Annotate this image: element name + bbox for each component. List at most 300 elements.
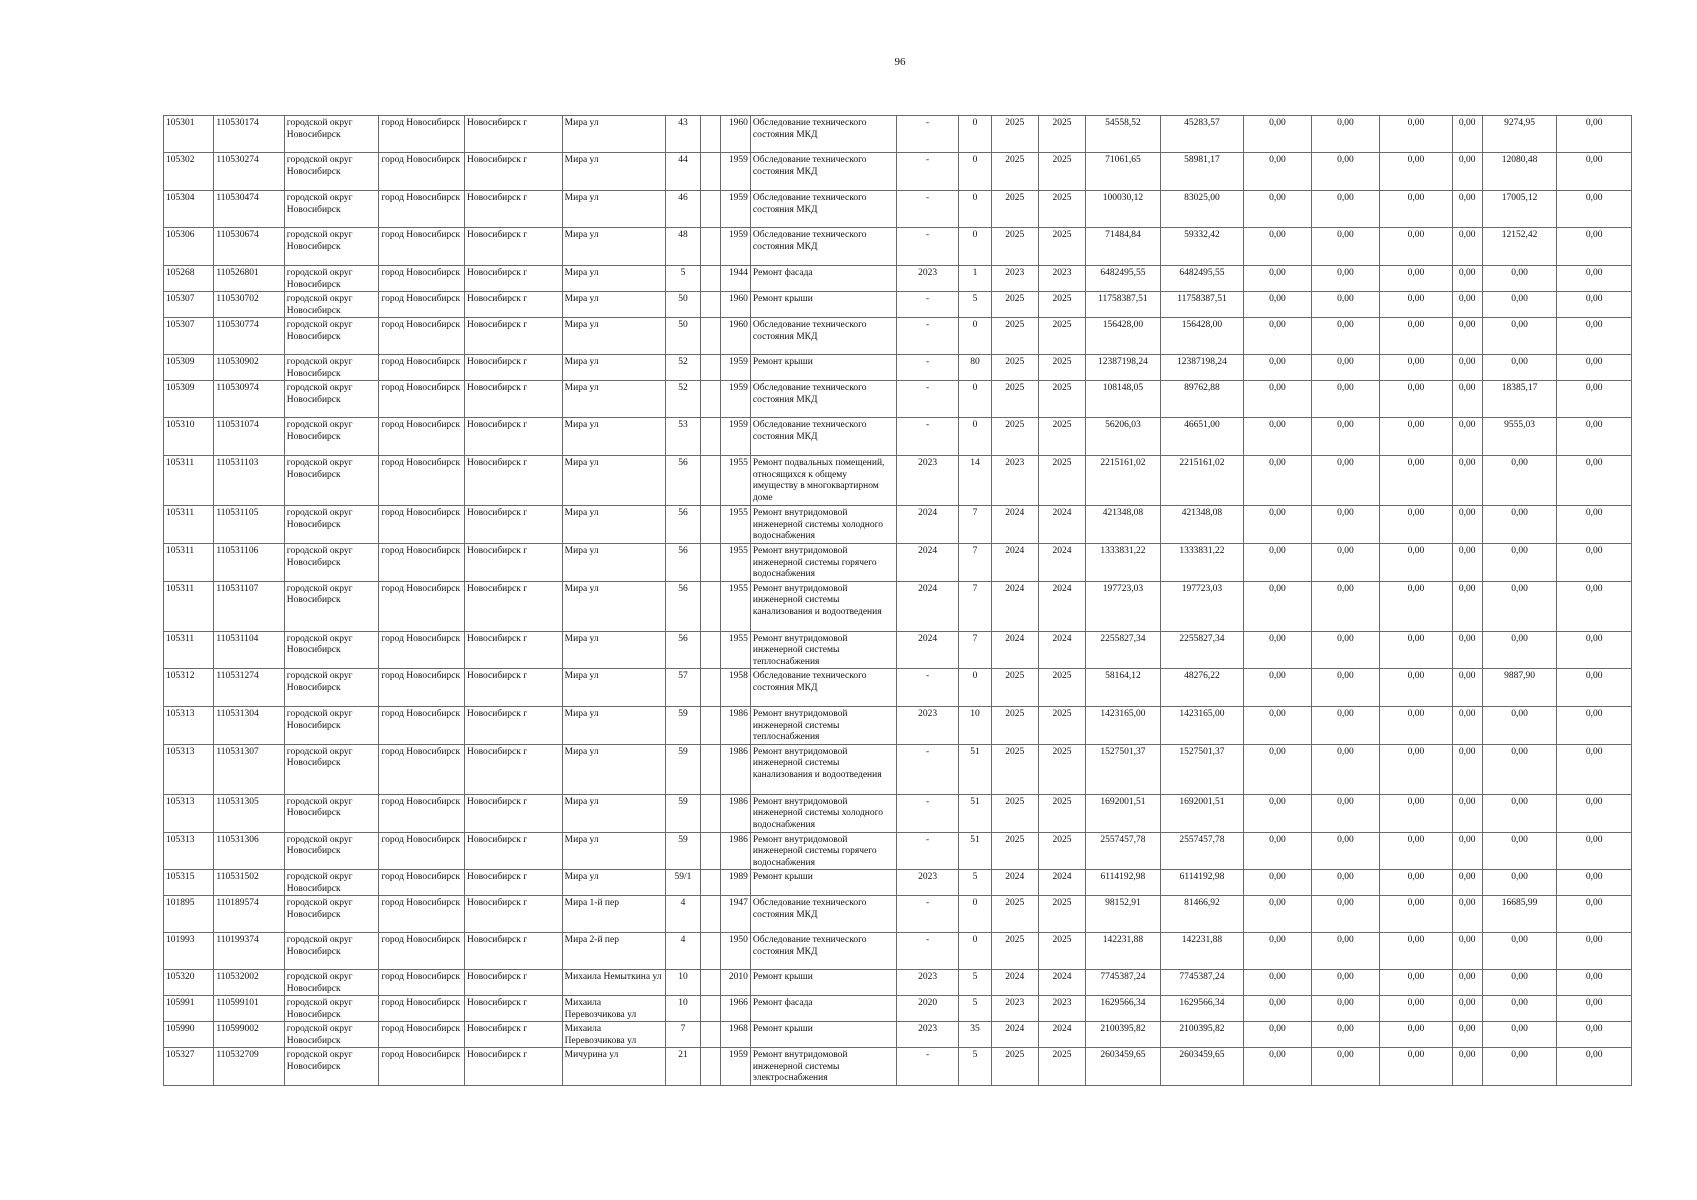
cell-regional-funds: 0,00 xyxy=(1311,292,1379,318)
cell-plan-year: 2024 xyxy=(896,544,958,582)
cell-total-cost: 71484,84 xyxy=(1086,228,1161,266)
cell-total-cost: 2255827,34 xyxy=(1086,631,1161,669)
cell-municipal-district: городской округ Новосибирск xyxy=(284,1048,379,1086)
cell-house-number: 52 xyxy=(666,355,700,381)
cell-city: Новосибирск г xyxy=(465,744,563,794)
cell-record-id: 110530474 xyxy=(214,191,284,228)
cell-work-type: Обследование технического состояния МКД xyxy=(750,933,896,970)
cell-record-id: 110531502 xyxy=(214,870,284,896)
cell-end-year: 2025 xyxy=(1038,228,1085,266)
cell-total-cost: 11758387,51 xyxy=(1086,292,1161,318)
cell-extra-funds: 0,00 xyxy=(1557,381,1632,418)
cell-end-year: 2024 xyxy=(1038,631,1085,669)
cell-record-id: 110530274 xyxy=(214,153,284,191)
cell-extra-funds: 0,00 xyxy=(1557,116,1632,153)
cell-extra-funds: 0,00 xyxy=(1557,996,1632,1022)
cell-record-id: 110531307 xyxy=(214,744,284,794)
cell-street: Мира ул xyxy=(562,506,666,544)
cell-municipal-district: городской округ Новосибирск xyxy=(284,707,379,745)
cell-wear-percent: 5 xyxy=(959,870,991,896)
cell-building-number xyxy=(700,266,720,292)
cell-record-id: 110531106 xyxy=(214,544,284,582)
cell-municipal-funds: 0,00 xyxy=(1380,996,1452,1022)
cell-wear-percent: 0 xyxy=(959,318,991,355)
cell-build-year: 1959 xyxy=(720,381,750,418)
cell-street: Михаила Немыткина ул xyxy=(562,970,666,996)
cell-owner-funds: 12152,42 xyxy=(1482,228,1557,266)
cell-wear-percent: 10 xyxy=(959,707,991,745)
cell-wear-percent: 5 xyxy=(959,1048,991,1086)
cell-work-type: Ремонт внутридомовой инженерной системы холодного водоснабжения xyxy=(750,506,896,544)
cell-end-year: 2025 xyxy=(1038,116,1085,153)
cell-city: Новосибирск г xyxy=(465,933,563,970)
cell-work-type: Обследование технического состояния МКД xyxy=(750,381,896,418)
cell-settlement: город Новосибирск xyxy=(379,933,465,970)
cell-regional-funds: 0,00 xyxy=(1311,381,1379,418)
cell-house-id: 105313 xyxy=(164,832,214,870)
cell-extra-funds: 0,00 xyxy=(1557,896,1632,933)
table-row xyxy=(164,544,1632,582)
cell-total-cost: 1527501,37 xyxy=(1086,744,1161,794)
table-row xyxy=(164,228,1632,266)
cell-municipal-district: городской округ Новосибирск xyxy=(284,506,379,544)
cell-municipal-funds: 0,00 xyxy=(1380,418,1452,456)
cell-municipal-funds: 0,00 xyxy=(1380,318,1452,355)
cell-house-number: 50 xyxy=(666,318,700,355)
cell-house-number: 56 xyxy=(666,581,700,631)
cell-wear-percent: 51 xyxy=(959,744,991,794)
cell-wear-percent: 80 xyxy=(959,355,991,381)
cell-settlement: город Новосибирск xyxy=(379,355,465,381)
cell-end-year: 2025 xyxy=(1038,1048,1085,1086)
cell-end-year: 2024 xyxy=(1038,581,1085,631)
cell-city: Новосибирск г xyxy=(465,544,563,582)
cell-regional-funds: 0,00 xyxy=(1311,266,1379,292)
cell-record-id: 110599002 xyxy=(214,1022,284,1048)
cell-settlement: город Новосибирск xyxy=(379,744,465,794)
cell-federal-funds: 0,00 xyxy=(1244,456,1311,506)
cell-house-id: 105990 xyxy=(164,1022,214,1048)
cell-build-year: 1960 xyxy=(720,318,750,355)
table-row xyxy=(164,707,1632,745)
cell-end-year: 2025 xyxy=(1038,744,1085,794)
cell-build-year: 1986 xyxy=(720,832,750,870)
cell-work-type: Ремонт крыши xyxy=(750,970,896,996)
cell-house-id: 105309 xyxy=(164,381,214,418)
cell-start-year: 2023 xyxy=(991,266,1038,292)
cell-plan-year: - xyxy=(896,933,958,970)
cell-build-year: 1959 xyxy=(720,418,750,456)
cell-total-cost: 2100395,82 xyxy=(1086,1022,1161,1048)
cell-city: Новосибирск г xyxy=(465,506,563,544)
cell-record-id: 110530902 xyxy=(214,355,284,381)
cell-street: Мира ул xyxy=(562,228,666,266)
cell-plan-year: - xyxy=(896,153,958,191)
cell-street: Мира ул xyxy=(562,707,666,745)
cell-settlement: город Новосибирск xyxy=(379,669,465,707)
cell-house-number: 7 xyxy=(666,1022,700,1048)
cell-total-cost: 1423165,00 xyxy=(1086,707,1161,745)
cell-start-year: 2025 xyxy=(991,669,1038,707)
cell-street: Михаила Перевозчикова ул xyxy=(562,996,666,1022)
cell-municipal-district: городской округ Новосибирск xyxy=(284,544,379,582)
cell-extra-funds: 0,00 xyxy=(1557,292,1632,318)
cell-record-id: 110526801 xyxy=(214,266,284,292)
cell-federal-funds: 0,00 xyxy=(1244,870,1311,896)
cell-record-id: 110531306 xyxy=(214,832,284,870)
cell-municipal-district: городской округ Новосибирск xyxy=(284,418,379,456)
cell-house-id: 105320 xyxy=(164,970,214,996)
table-row xyxy=(164,418,1632,456)
cell-owner-funds: 0,00 xyxy=(1482,292,1557,318)
cell-municipal-funds: 0,00 xyxy=(1380,744,1452,794)
cell-owner-funds: 0,00 xyxy=(1482,996,1557,1022)
cell-end-year: 2025 xyxy=(1038,456,1085,506)
cell-build-year: 1950 xyxy=(720,933,750,970)
cell-extra-funds: 0,00 xyxy=(1557,544,1632,582)
cell-fund-cost: 2603459,65 xyxy=(1160,1048,1244,1086)
cell-federal-funds: 0,00 xyxy=(1244,153,1311,191)
cell-house-number: 56 xyxy=(666,456,700,506)
cell-build-year: 1959 xyxy=(720,355,750,381)
cell-building-number xyxy=(700,292,720,318)
cell-other-funds: 0,00 xyxy=(1452,228,1482,266)
cell-total-cost: 2557457,78 xyxy=(1086,832,1161,870)
cell-record-id: 110599101 xyxy=(214,996,284,1022)
cell-total-cost: 7745387,24 xyxy=(1086,970,1161,996)
cell-street: Мира ул xyxy=(562,292,666,318)
cell-start-year: 2025 xyxy=(991,418,1038,456)
cell-fund-cost: 156428,00 xyxy=(1160,318,1244,355)
table-row xyxy=(164,996,1632,1022)
cell-building-number xyxy=(700,191,720,228)
cell-street: Мира ул xyxy=(562,266,666,292)
cell-federal-funds: 0,00 xyxy=(1244,418,1311,456)
cell-house-id: 105301 xyxy=(164,116,214,153)
cell-federal-funds: 0,00 xyxy=(1244,669,1311,707)
cell-house-number: 10 xyxy=(666,970,700,996)
cell-plan-year: - xyxy=(896,1048,958,1086)
cell-federal-funds: 0,00 xyxy=(1244,506,1311,544)
cell-wear-percent: 35 xyxy=(959,1022,991,1048)
cell-city: Новосибирск г xyxy=(465,707,563,745)
cell-house-number: 59 xyxy=(666,744,700,794)
cell-building-number xyxy=(700,456,720,506)
cell-building-number xyxy=(700,1048,720,1086)
cell-work-type: Обследование технического состояния МКД xyxy=(750,228,896,266)
cell-house-number: 56 xyxy=(666,631,700,669)
cell-municipal-district: городской округ Новосибирск xyxy=(284,631,379,669)
cell-regional-funds: 0,00 xyxy=(1311,318,1379,355)
cell-municipal-district: городской округ Новосибирск xyxy=(284,355,379,381)
cell-owner-funds: 0,00 xyxy=(1482,318,1557,355)
cell-other-funds: 0,00 xyxy=(1452,292,1482,318)
cell-start-year: 2024 xyxy=(991,506,1038,544)
cell-other-funds: 0,00 xyxy=(1452,581,1482,631)
cell-street: Мира ул xyxy=(562,832,666,870)
cell-fund-cost: 6482495,55 xyxy=(1160,266,1244,292)
cell-municipal-district: городской округ Новосибирск xyxy=(284,870,379,896)
table-row xyxy=(164,581,1632,631)
cell-municipal-district: городской округ Новосибирск xyxy=(284,228,379,266)
cell-regional-funds: 0,00 xyxy=(1311,116,1379,153)
cell-building-number xyxy=(700,228,720,266)
cell-build-year: 1959 xyxy=(720,228,750,266)
cell-wear-percent: 0 xyxy=(959,381,991,418)
cell-other-funds: 0,00 xyxy=(1452,506,1482,544)
cell-street: Мира ул xyxy=(562,381,666,418)
cell-city: Новосибирск г xyxy=(465,318,563,355)
cell-settlement: город Новосибирск xyxy=(379,266,465,292)
cell-fund-cost: 1527501,37 xyxy=(1160,744,1244,794)
cell-building-number xyxy=(700,669,720,707)
cell-end-year: 2025 xyxy=(1038,292,1085,318)
cell-house-id: 105312 xyxy=(164,669,214,707)
cell-extra-funds: 0,00 xyxy=(1557,228,1632,266)
cell-house-id: 101993 xyxy=(164,933,214,970)
cell-build-year: 1959 xyxy=(720,153,750,191)
cell-extra-funds: 0,00 xyxy=(1557,153,1632,191)
cell-plan-year: 2024 xyxy=(896,506,958,544)
cell-municipal-funds: 0,00 xyxy=(1380,292,1452,318)
cell-federal-funds: 0,00 xyxy=(1244,707,1311,745)
cell-federal-funds: 0,00 xyxy=(1244,581,1311,631)
cell-house-id: 105313 xyxy=(164,794,214,832)
cell-settlement: город Новосибирск xyxy=(379,1048,465,1086)
cell-building-number xyxy=(700,116,720,153)
cell-other-funds: 0,00 xyxy=(1452,1048,1482,1086)
cell-plan-year: 2023 xyxy=(896,970,958,996)
cell-total-cost: 54558,52 xyxy=(1086,116,1161,153)
cell-street: Мира ул xyxy=(562,418,666,456)
table-row xyxy=(164,318,1632,355)
cell-plan-year: 2024 xyxy=(896,581,958,631)
cell-work-type: Ремонт крыши xyxy=(750,1022,896,1048)
cell-street: Мира ул xyxy=(562,318,666,355)
cell-regional-funds: 0,00 xyxy=(1311,794,1379,832)
cell-street: Мира 1-й пер xyxy=(562,896,666,933)
cell-work-type: Обследование технического состояния МКД xyxy=(750,418,896,456)
cell-federal-funds: 0,00 xyxy=(1244,832,1311,870)
cell-municipal-district: городской округ Новосибирск xyxy=(284,153,379,191)
cell-work-type: Обследование технического состояния МКД xyxy=(750,116,896,153)
cell-build-year: 1955 xyxy=(720,581,750,631)
cell-work-type: Ремонт подвальных помещений, относящихся к общему имуществу в многоквартирном доме xyxy=(750,456,896,506)
cell-fund-cost: 89762,88 xyxy=(1160,381,1244,418)
cell-street: Мира ул xyxy=(562,355,666,381)
cell-fund-cost: 6114192,98 xyxy=(1160,870,1244,896)
table-row xyxy=(164,631,1632,669)
cell-house-number: 5 xyxy=(666,266,700,292)
cell-record-id: 110531305 xyxy=(214,794,284,832)
cell-municipal-district: городской округ Новосибирск xyxy=(284,381,379,418)
cell-house-number: 50 xyxy=(666,292,700,318)
table-row xyxy=(164,744,1632,794)
cell-end-year: 2025 xyxy=(1038,896,1085,933)
cell-extra-funds: 0,00 xyxy=(1557,1048,1632,1086)
cell-municipal-funds: 0,00 xyxy=(1380,381,1452,418)
cell-extra-funds: 0,00 xyxy=(1557,456,1632,506)
cell-other-funds: 0,00 xyxy=(1452,631,1482,669)
cell-start-year: 2025 xyxy=(991,292,1038,318)
cell-start-year: 2025 xyxy=(991,116,1038,153)
cell-city: Новосибирск г xyxy=(465,191,563,228)
cell-house-id: 105315 xyxy=(164,870,214,896)
cell-wear-percent: 5 xyxy=(959,292,991,318)
cell-settlement: город Новосибирск xyxy=(379,794,465,832)
cell-end-year: 2023 xyxy=(1038,996,1085,1022)
cell-work-type: Ремонт фасада xyxy=(750,266,896,292)
cell-fund-cost: 11758387,51 xyxy=(1160,292,1244,318)
cell-municipal-funds: 0,00 xyxy=(1380,153,1452,191)
cell-wear-percent: 51 xyxy=(959,832,991,870)
cell-record-id: 110189574 xyxy=(214,896,284,933)
cell-federal-funds: 0,00 xyxy=(1244,266,1311,292)
cell-plan-year: 2023 xyxy=(896,870,958,896)
cell-street: Мира ул xyxy=(562,794,666,832)
cell-record-id: 110530702 xyxy=(214,292,284,318)
cell-record-id: 110532709 xyxy=(214,1048,284,1086)
table-row xyxy=(164,153,1632,191)
cell-settlement: город Новосибирск xyxy=(379,996,465,1022)
cell-building-number xyxy=(700,418,720,456)
cell-regional-funds: 0,00 xyxy=(1311,832,1379,870)
cell-house-number: 4 xyxy=(666,896,700,933)
cell-city: Новосибирск г xyxy=(465,794,563,832)
cell-federal-funds: 0,00 xyxy=(1244,381,1311,418)
cell-owner-funds: 9274,95 xyxy=(1482,116,1557,153)
cell-work-type: Ремонт крыши xyxy=(750,870,896,896)
cell-plan-year: - xyxy=(896,896,958,933)
cell-house-id: 105311 xyxy=(164,581,214,631)
cell-municipal-district: городской округ Новосибирск xyxy=(284,456,379,506)
cell-build-year: 1989 xyxy=(720,870,750,896)
cell-city: Новосибирск г xyxy=(465,1048,563,1086)
cell-owner-funds: 0,00 xyxy=(1482,544,1557,582)
cell-wear-percent: 1 xyxy=(959,266,991,292)
cell-extra-funds: 0,00 xyxy=(1557,506,1632,544)
cell-record-id: 110531105 xyxy=(214,506,284,544)
cell-plan-year: 2020 xyxy=(896,996,958,1022)
cell-work-type: Ремонт внутридомовой инженерной системы теплоснабжения xyxy=(750,631,896,669)
cell-building-number xyxy=(700,996,720,1022)
cell-wear-percent: 0 xyxy=(959,153,991,191)
cell-city: Новосибирск г xyxy=(465,418,563,456)
cell-plan-year: - xyxy=(896,116,958,153)
cell-regional-funds: 0,00 xyxy=(1311,506,1379,544)
cell-house-number: 44 xyxy=(666,153,700,191)
cell-house-number: 10 xyxy=(666,996,700,1022)
cell-wear-percent: 0 xyxy=(959,116,991,153)
cell-record-id: 110531274 xyxy=(214,669,284,707)
cell-work-type: Ремонт внутридомовой инженерной системы теплоснабжения xyxy=(750,707,896,745)
cell-city: Новосибирск г xyxy=(465,266,563,292)
cell-total-cost: 2603459,65 xyxy=(1086,1048,1161,1086)
cell-total-cost: 197723,03 xyxy=(1086,581,1161,631)
cell-settlement: город Новосибирск xyxy=(379,318,465,355)
cell-municipal-district: городской округ Новосибирск xyxy=(284,744,379,794)
cell-total-cost: 6114192,98 xyxy=(1086,870,1161,896)
cell-building-number xyxy=(700,506,720,544)
cell-street: Мира ул xyxy=(562,744,666,794)
cell-settlement: город Новосибирск xyxy=(379,970,465,996)
cell-city: Новосибирск г xyxy=(465,355,563,381)
cell-street: Мира ул xyxy=(562,669,666,707)
cell-regional-funds: 0,00 xyxy=(1311,1022,1379,1048)
cell-house-number: 56 xyxy=(666,544,700,582)
cell-municipal-funds: 0,00 xyxy=(1380,707,1452,745)
cell-settlement: город Новосибирск xyxy=(379,581,465,631)
cell-regional-funds: 0,00 xyxy=(1311,581,1379,631)
cell-municipal-funds: 0,00 xyxy=(1380,581,1452,631)
cell-total-cost: 58164,12 xyxy=(1086,669,1161,707)
cell-regional-funds: 0,00 xyxy=(1311,355,1379,381)
cell-federal-funds: 0,00 xyxy=(1244,794,1311,832)
cell-federal-funds: 0,00 xyxy=(1244,1048,1311,1086)
cell-settlement: город Новосибирск xyxy=(379,381,465,418)
cell-house-number: 56 xyxy=(666,506,700,544)
cell-municipal-funds: 0,00 xyxy=(1380,266,1452,292)
cell-city: Новосибирск г xyxy=(465,870,563,896)
cell-build-year: 1986 xyxy=(720,707,750,745)
cell-owner-funds: 0,00 xyxy=(1482,506,1557,544)
cell-total-cost: 12387198,24 xyxy=(1086,355,1161,381)
cell-fund-cost: 1333831,22 xyxy=(1160,544,1244,582)
cell-extra-funds: 0,00 xyxy=(1557,581,1632,631)
cell-plan-year: - xyxy=(896,355,958,381)
cell-building-number xyxy=(700,832,720,870)
cell-end-year: 2025 xyxy=(1038,191,1085,228)
cell-other-funds: 0,00 xyxy=(1452,669,1482,707)
cell-house-number: 4 xyxy=(666,933,700,970)
cell-fund-cost: 46651,00 xyxy=(1160,418,1244,456)
cell-house-id: 105991 xyxy=(164,996,214,1022)
table-row xyxy=(164,456,1632,506)
cell-start-year: 2024 xyxy=(991,870,1038,896)
cell-city: Новосибирск г xyxy=(465,669,563,707)
cell-fund-cost: 1692001,51 xyxy=(1160,794,1244,832)
cell-work-type: Ремонт внутридомовой инженерной системы электроснабжения xyxy=(750,1048,896,1086)
cell-end-year: 2025 xyxy=(1038,418,1085,456)
cell-street: Мичурина ул xyxy=(562,1048,666,1086)
cell-owner-funds: 0,00 xyxy=(1482,1022,1557,1048)
cell-extra-funds: 0,00 xyxy=(1557,1022,1632,1048)
cell-other-funds: 0,00 xyxy=(1452,794,1482,832)
cell-house-id: 105313 xyxy=(164,744,214,794)
cell-house-id: 105311 xyxy=(164,506,214,544)
table-row xyxy=(164,381,1632,418)
cell-building-number xyxy=(700,631,720,669)
cell-start-year: 2024 xyxy=(991,544,1038,582)
cell-owner-funds: 0,00 xyxy=(1482,970,1557,996)
cell-fund-cost: 2100395,82 xyxy=(1160,1022,1244,1048)
table-row xyxy=(164,266,1632,292)
cell-house-id: 105313 xyxy=(164,707,214,745)
cell-house-number: 52 xyxy=(666,381,700,418)
cell-extra-funds: 0,00 xyxy=(1557,191,1632,228)
cell-settlement: город Новосибирск xyxy=(379,544,465,582)
cell-start-year: 2025 xyxy=(991,896,1038,933)
cell-owner-funds: 18385,17 xyxy=(1482,381,1557,418)
cell-work-type: Ремонт внутридомовой инженерной системы холодного водоснабжения xyxy=(750,794,896,832)
cell-end-year: 2024 xyxy=(1038,870,1085,896)
cell-settlement: город Новосибирск xyxy=(379,707,465,745)
cell-house-id: 105307 xyxy=(164,318,214,355)
cell-other-funds: 0,00 xyxy=(1452,970,1482,996)
cell-street: Мира ул xyxy=(562,456,666,506)
cell-owner-funds: 0,00 xyxy=(1482,707,1557,745)
cell-municipal-district: городской округ Новосибирск xyxy=(284,996,379,1022)
